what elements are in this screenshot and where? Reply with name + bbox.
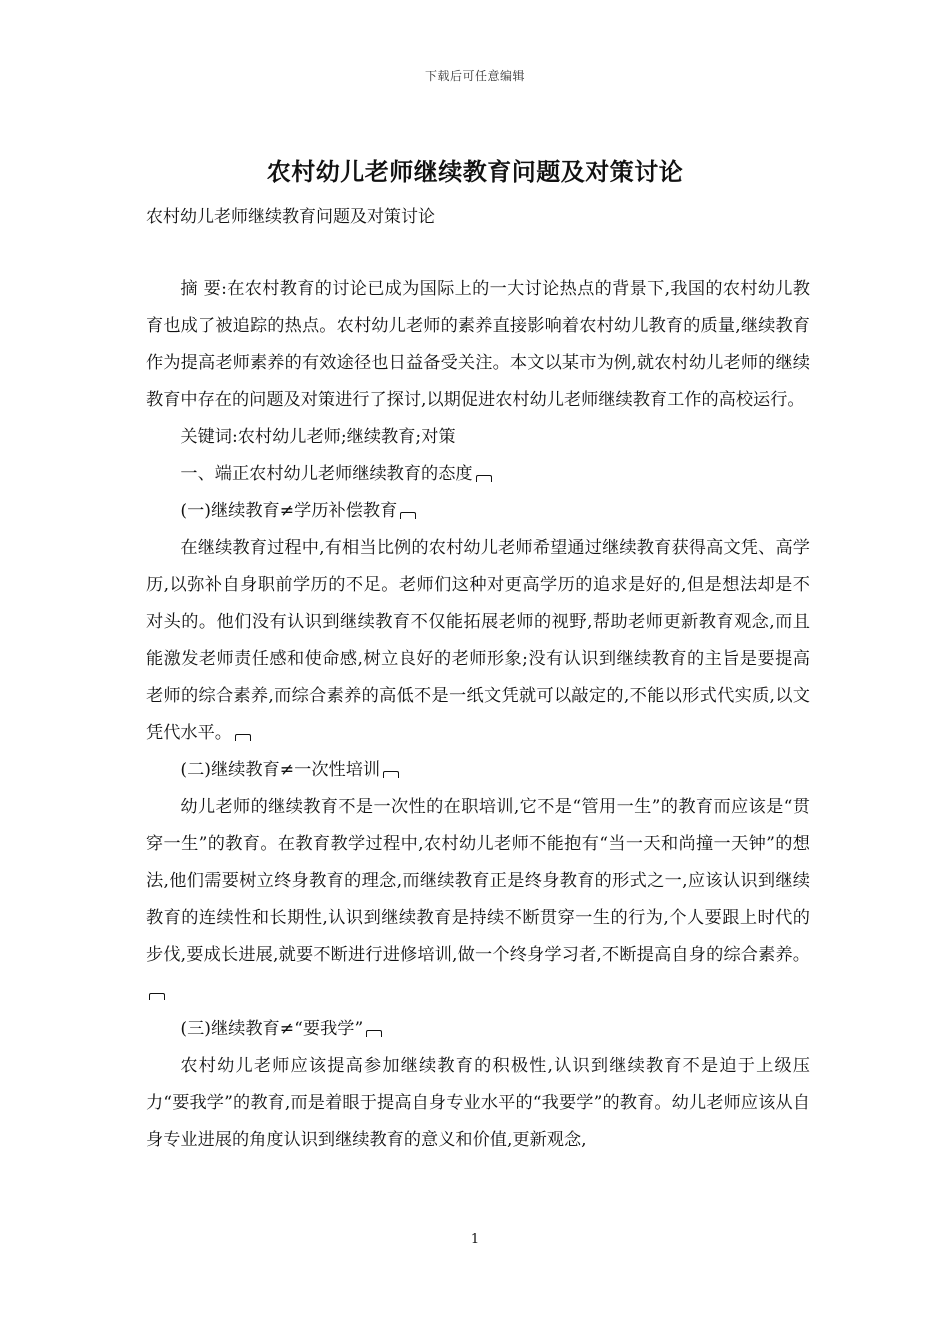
header-note: 下载后可任意编辑 <box>424 69 525 83</box>
paragraph-text: (一)继续教育≠学历补偿教育 <box>180 501 398 521</box>
paragraph-text: 农村幼儿老师应该提高参加继续教育的积极性,认识到继续教育不是迫于上级压力“要我学”的教育,而是着眼于提高自身专业水平的“我要学”的教育。幼儿老师应该从自身专业进展的角度认识到继续教育的意义和价值,更新观念, <box>146 1056 810 1150</box>
paragraph-keywords <box>146 419 810 456</box>
heading-subsection-2 <box>146 752 810 789</box>
heading-section-1 <box>146 456 810 493</box>
paragraph-text: 一、端正农村幼儿老师继续教育的态度 <box>180 464 473 484</box>
paragraph-text: 关键词:农村幼儿老师;继续教育;对策 <box>180 427 456 447</box>
paragraph-abstract <box>146 271 810 419</box>
heading-subsection-3 <box>146 1011 810 1048</box>
paragraph-body-2 <box>146 789 810 1011</box>
paragraph-text: 摘 要:在农村教育的讨论已成为国际上的一大讨论热点的背景下,我国的农村幼儿教育也成了被追踪的热点。农村幼儿老师的素养直接影响着农村幼儿教育的质量,继续教育作为提高老师素养的有效途径也日益备受关注。本文以某市为例,就农村幼儿老师的继续教育中存在的问题及对策进行了探讨,以期促进农村幼儿老师继续教育工作的高校运行。 <box>146 279 810 410</box>
document-subtitle: 农村幼儿老师继续教育问题及对策讨论 <box>146 207 435 227</box>
paragraph-mark-icon <box>383 771 399 778</box>
document-body <box>146 271 810 1159</box>
paragraph-text: (三)继续教育≠“要我学” <box>180 1019 364 1039</box>
paragraph-body-3 <box>146 1048 810 1159</box>
paragraph-mark-icon <box>400 512 416 519</box>
paragraph-mark-icon <box>476 475 492 482</box>
document-title: 农村幼儿老师继续教育问题及对策讨论 <box>266 157 684 186</box>
paragraph-text: 在继续教育过程中,有相当比例的农村幼儿老师希望通过继续教育获得高文凭、高学历,以弥补自身职前学历的不足。老师们这种对更高学历的追求是好的,但是想法却是不对头的。他们没有认识到继续教育不仅能拓展老师的视野,帮助老师更新教育观念,而且能激发老师责任感和使命感,树立良好的老师形象;没有认识到继续教育的主旨是要提高老师的综合素养,而综合素养的高低不是一纸文凭就可以敲定的,不能以形式代实质,以文凭代水平。 <box>146 538 810 743</box>
paragraph-mark-icon <box>366 1030 382 1037</box>
page-number: 1 <box>470 1232 480 1247</box>
paragraph-text: (二)继续教育≠一次性培训 <box>180 760 381 780</box>
paragraph-mark-icon <box>149 993 165 1000</box>
paragraph-mark-icon <box>235 734 251 741</box>
paragraph-body-1 <box>146 530 810 752</box>
paragraph-text: 幼儿老师的继续教育不是一次性的在职培训,它不是“管用一生”的教育而应该是“贯穿一生”的教育。在教育教学过程中,农村幼儿老师不能抱有“当一天和尚撞一天钟”的想法,他们需要树立终身教育的理念,而继续教育正是终身教育的形式之一,应该认识到继续教育的连续性和长期性,认识到继续教育是持续不断贯穿一生的行为,个人要跟上时代的步伐,要成长进展,就要不断进行进修培训,做一个终身学习者,不断提高自身的综合素养。 <box>146 797 810 965</box>
heading-subsection-1 <box>146 493 810 530</box>
